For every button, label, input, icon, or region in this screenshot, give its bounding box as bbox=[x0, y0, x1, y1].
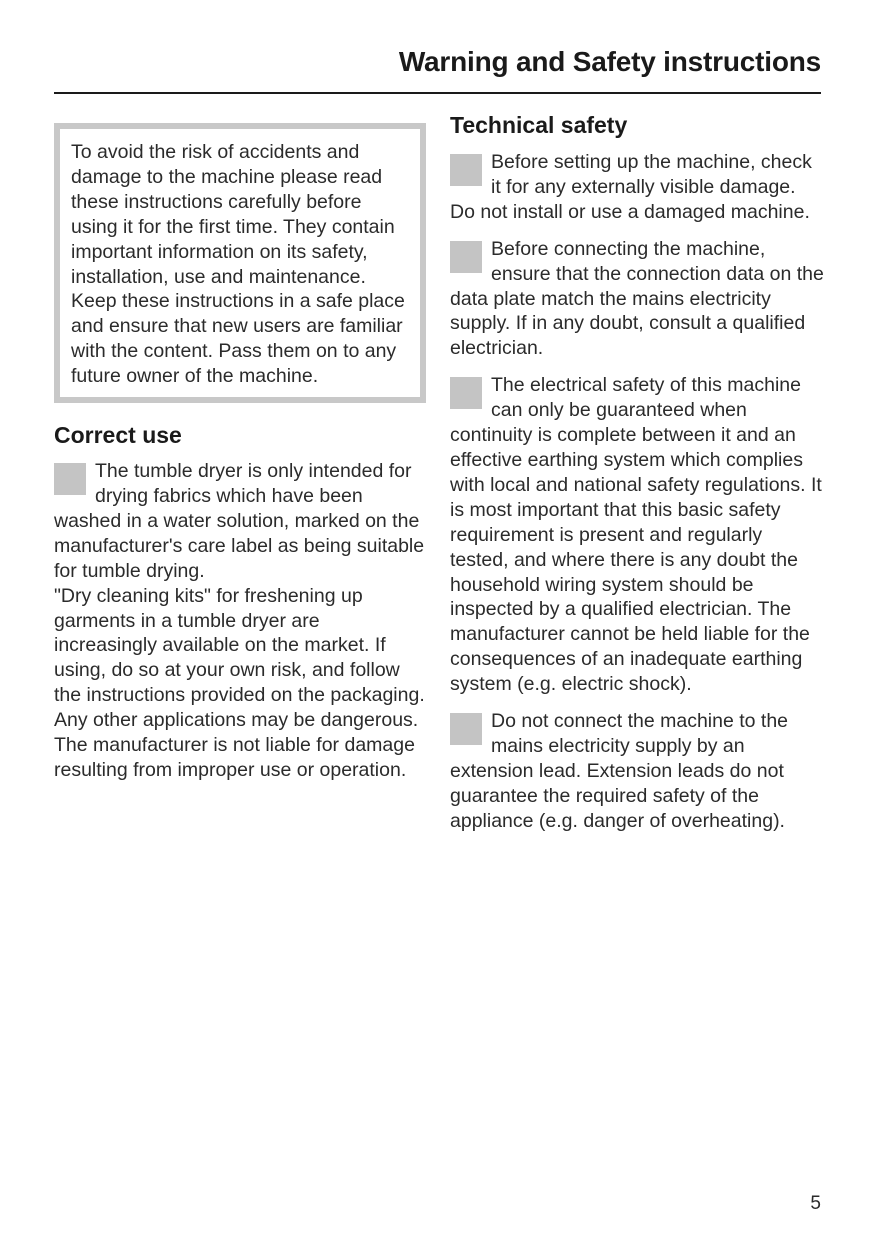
item-paragraph: The electrical safety of this machine can only be guaranteed when continuity is complete between it and an effective earthing system which complies with local and national safety regulations. It is most important that this basic safety requirement is present and regularly tested, and where there is any doubt the household wiring system should be inspected by a qualified electrician. The manufacturer cannot be held liable for the consequences of an inadequate earthing system (e.g. electric shock). bbox=[450, 374, 822, 696]
grey-square-marker-icon bbox=[54, 463, 86, 495]
page-number: 5 bbox=[810, 1193, 821, 1214]
notice-paragraph: To avoid the risk of accidents and damage to the machine please read these instructions carefully before using it for the first time. They contain important information on its safety, installation, use and maintenance. bbox=[71, 141, 395, 288]
safety-item bbox=[450, 373, 824, 697]
item-paragraph: Any other applications may be dangerous. The manufacturer is not liable for damage resulting from improper use or operation. bbox=[54, 709, 419, 781]
item-paragraph: Before connecting the machine, ensure that the connection data on the data plate match the mains electricity supply. If in any doubt, consult a qualified electrician. bbox=[450, 237, 824, 360]
notice-box bbox=[54, 123, 426, 403]
grey-square-marker-icon bbox=[450, 241, 482, 273]
notice-paragraph: Keep these instructions in a safe place and ensure that new users are familiar with the content. Pass them on to any future owner of the machine. bbox=[71, 290, 405, 388]
grey-square-marker-icon bbox=[450, 713, 482, 745]
grey-square-marker-icon bbox=[450, 154, 482, 186]
left-column bbox=[54, 110, 426, 783]
right-column bbox=[450, 110, 824, 834]
item-paragraph: "Dry cleaning kits" for freshening up garments in a tumble dryer are increasingly available on the market. If using, do so at your own risk, and follow the instructions provided on the packaging. bbox=[54, 584, 425, 707]
section-heading-technical-safety: Technical safety bbox=[450, 112, 628, 138]
title-divider bbox=[54, 92, 821, 94]
item-paragraph: Do not connect the machine to the mains electricity supply by an extension lead. Extension leads do not guarantee the required safety of the appliance (e.g. danger of overheating). bbox=[450, 710, 789, 832]
item-paragraph: Before setting up the machine, check it for any externally visible damage. bbox=[491, 151, 812, 198]
item-paragraph: Do not install or use a damaged machine. bbox=[450, 200, 810, 223]
page-title: Warning and Safety instructions bbox=[398, 46, 821, 77]
item-paragraph: The tumble dryer is only intended for drying fabrics which have been washed in a water solution, marked on the manufacturer's care label as being suitable for tumble drying. bbox=[54, 460, 425, 582]
section-heading-correct-use: Correct use bbox=[54, 422, 182, 449]
safety-item bbox=[450, 237, 824, 362]
safety-item bbox=[54, 459, 426, 783]
safety-item bbox=[450, 150, 824, 225]
safety-item bbox=[450, 709, 824, 834]
grey-square-marker-icon bbox=[450, 377, 482, 409]
